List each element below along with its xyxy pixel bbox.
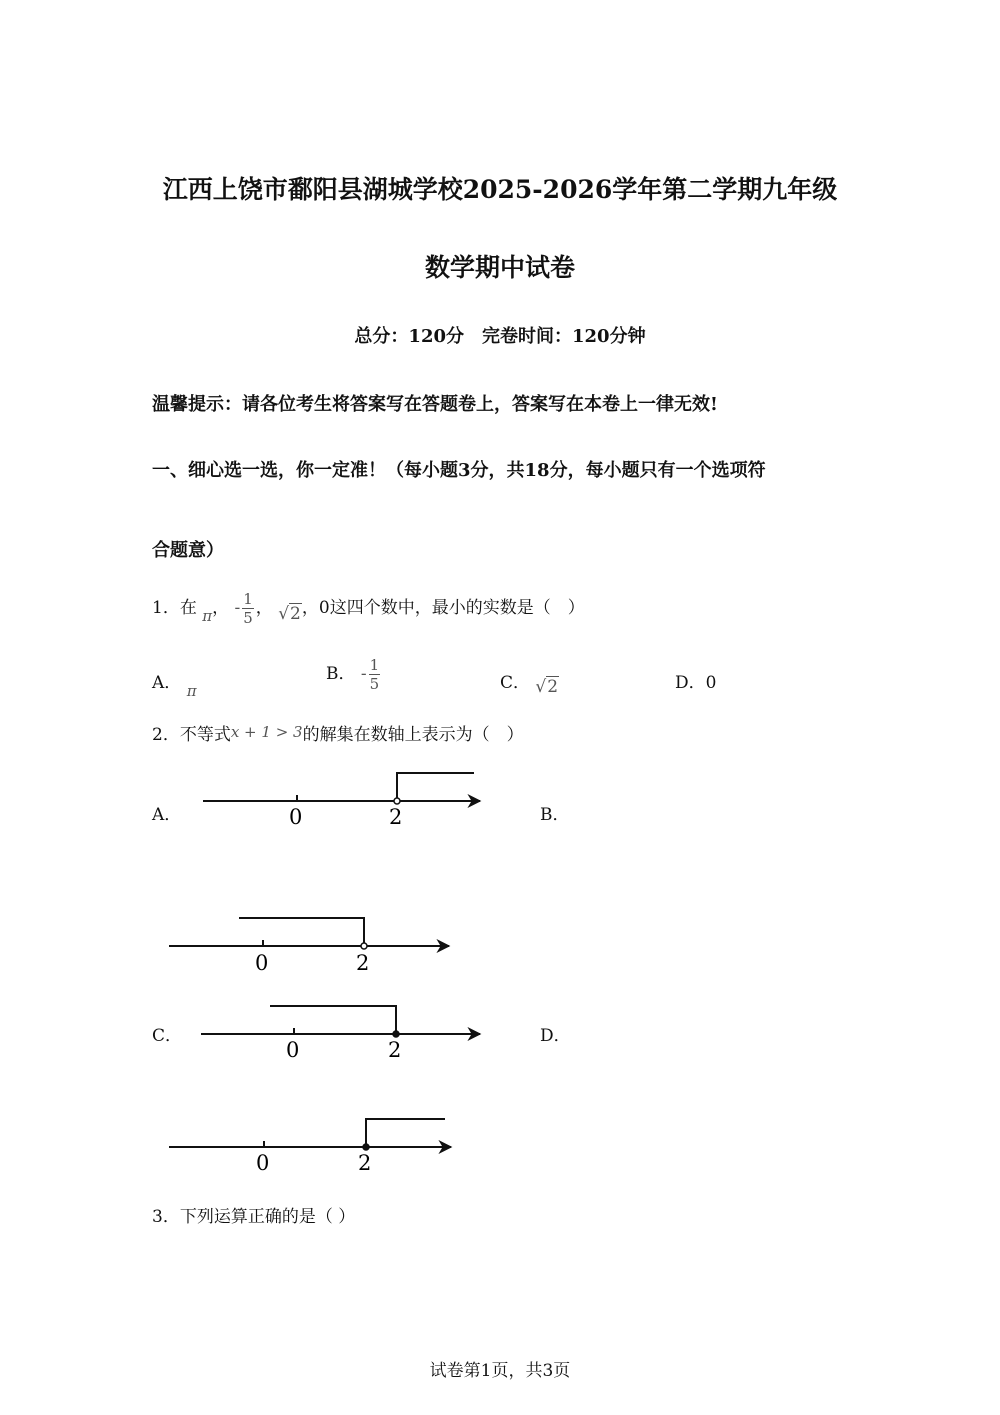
q2-suffix: 的解集在数轴上表示为（ ） (302, 725, 524, 745)
q1-option-b-label: B． (326, 664, 356, 684)
exam-title-line1: 江西上饶市鄱阳县湖城学校2025-2026学年第二学期九年级 (162, 175, 838, 204)
q1-sqrt-val: 2 (290, 604, 301, 624)
q1-tail: ，0这四个数中，最小的实数是（ ） (301, 598, 585, 618)
q1-sep2: ， (255, 598, 273, 618)
number-line-b (169, 918, 449, 975)
exam-title-line2: 数学期中试卷 (424, 253, 575, 282)
q1-option-b-neg: - (360, 664, 367, 684)
q2-expression: x + 1 > 3 (230, 723, 303, 741)
open-point-icon (361, 943, 367, 949)
axis-label-0: 0 (286, 1038, 300, 1062)
axis-label-2: 2 (358, 1151, 372, 1175)
axis-label-0: 0 (289, 805, 303, 829)
axis-label-2: 2 (388, 1038, 402, 1062)
q2-prefix: 2．不等式 (152, 725, 231, 745)
number-line-d (169, 1119, 451, 1175)
q1-pi: π (202, 607, 213, 625)
q1-option-a-value: π (186, 682, 197, 700)
axis-label-0: 0 (255, 951, 269, 975)
q1-option-c-sqrt-sym: √ (535, 677, 547, 697)
q1-option-c-sqrt-val: 2 (547, 677, 559, 697)
q1-frac-den: 5 (243, 609, 253, 627)
q2-option-a-label: A． (152, 805, 182, 825)
open-point-icon (394, 798, 400, 804)
q1-neg: - (234, 598, 241, 618)
q1-option-d-label: D． (675, 673, 706, 693)
q1-sqrt-sym: √ (278, 604, 290, 624)
q1-option-a-label: A． (152, 673, 182, 693)
q1-option-d-value: 0 (705, 673, 717, 693)
closed-point-icon (393, 1031, 399, 1037)
q1-sep: ， (212, 598, 230, 618)
q2-option-b-label: B． (540, 805, 570, 825)
question-3: 3．下列运算正确的是（ ） (152, 1207, 356, 1227)
section1-heading-line1: 一、细心选一选，你一定准！（每小题3分，共18分，每小题只有一个选项符 (152, 460, 766, 481)
axis-label-0: 0 (256, 1151, 270, 1175)
q1-prefix: 1．在 (152, 598, 197, 618)
page-footer: 试卷第1页，共3页 (429, 1361, 571, 1381)
section1-heading-line2: 合题意） (152, 540, 224, 561)
q1-option-b-frac-num: 1 (369, 656, 380, 674)
q2-option-c-label: C． (152, 1026, 183, 1046)
number-line-c (201, 1006, 480, 1062)
q1-option-c-label: C． (500, 673, 531, 693)
q2-option-d-label: D． (540, 1026, 571, 1046)
axis-label-2: 2 (389, 805, 403, 829)
axis-label-2: 2 (356, 951, 370, 975)
number-line-a (203, 773, 480, 829)
closed-point-icon (363, 1144, 369, 1150)
notice: 温馨提示：请各位考生将答案写在答题卷上，答案写在本卷上一律无效! (152, 394, 718, 415)
score-info: 总分：120分 完卷时间：120分钟 (354, 326, 646, 347)
q1-frac-num: 1 (243, 590, 253, 608)
q1-option-b-frac-den: 5 (369, 675, 380, 693)
